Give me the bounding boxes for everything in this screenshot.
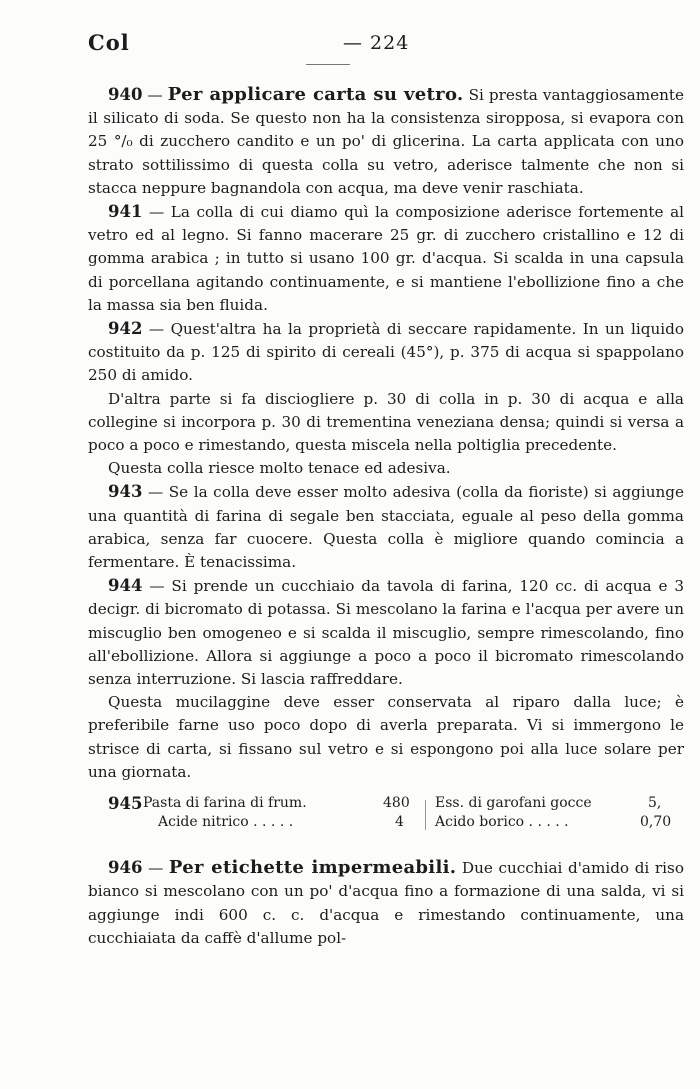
recipe-quantity: 5, <box>648 795 662 812</box>
entry-text: Due cucchiai d'amido di riso bianco si mescolano con un po' d'acqua fino a formazione di una salda, vi si aggiunge indi 600 c. c. d'acqua e rimestando continuamente, una cucchiaiata da caffè d'allume pol- <box>88 859 684 947</box>
entry-number: 941 <box>108 202 143 222</box>
entry-number: 944 <box>108 576 143 596</box>
entry-940: 940 — Per applicare carta su vetro. Si presta vantaggiosamente il silicato di soda. Se questo non ha la consistenza siropposa, si evapora con 25 °/₀ di zucchero candito e un po' di glicerina. La carta applicata con uno strato sottilissimo di questa colla su vetro, aderisce talmente che non si stacca neppure bagnandola con acqua, ma deve venir raschiata. <box>88 84 684 197</box>
entry-number: 942 <box>108 319 143 339</box>
entry-number: 943 <box>108 482 143 502</box>
recipe-quantity: 0,70 <box>640 814 672 831</box>
entry-number: 946 <box>108 858 143 878</box>
entry-946: 946 — Per etichette impermeabili. Due cucchiai d'amido di riso bianco si mescolano con un po' d'acqua fino a formazione di una salda, vi si aggiunge indi 600 c. c. d'acqua e rimestando continuamente, una cucchiaiata da caffè d'allume pol- <box>88 857 684 947</box>
entry-number: 940 <box>108 85 143 104</box>
entry-942-paragraph: Questa colla riesce molto tenace ed adesiva. <box>108 459 451 478</box>
entry-number: 945 <box>108 794 143 814</box>
recipe-ingredient: Pasta di farina di frum. <box>143 795 307 812</box>
recipe-quantity: 4 <box>395 814 404 831</box>
entry-title: Per etichette impermeabili. <box>168 857 457 879</box>
page-number: — 224 <box>343 32 410 54</box>
header-rule <box>306 64 350 65</box>
entry-title: Per applicare carta su vetro. <box>167 84 464 105</box>
section-heading: Col <box>88 30 130 55</box>
running-header <box>88 30 684 60</box>
entry-text: Se la colla deve esser molto adesiva (colla da fioriste) si aggiunge una quantità di farina di segale ben stacciata, eguale al peso della gomma arabica, senza far cuocere. Questa colla è migliore quando comincia a fermentare. È tenacissima. <box>88 483 685 572</box>
recipe-945 <box>88 794 684 842</box>
entry-942: 942 — Quest'altra ha la proprietà di seccare rapidamente. In un liquido costituito da p. 125 di spirito di cereali (45°), p. 375 di acqua si spappolano 250 di amido. <box>88 319 684 385</box>
recipe-ingredient: Ess. di garofani gocce <box>435 795 592 812</box>
entry-text: Si presta vantaggiosamente il silicato di soda. Se questo non ha la consistenza siropposa, si evapora con 25 °/₀ di zucchero candito e un po' di glicerina. La carta applicata con uno strato sottilissimo di questa colla su vetro, aderisce talmente che non si stacca neppure bagnandola con acqua, ma deve venir raschiata. <box>88 86 684 197</box>
entry-text: Si prende un cucchiaio da tavola di farina, 120 cc. di acqua e 3 decigr. di bicromato di potassa. Si mescolano la farina e l'acqua per avere un miscuglio ben omogeneo e si scalda il miscuglio, sempre rimescolando, fino all'ebollizione. Allora si aggiunge a poco a poco il bicromato rimescolando senza interruzione. Si lascia raffreddare. <box>88 577 685 689</box>
entry-941: 941 — La colla di cui diamo quì la composizione aderisce fortemente al vetro ed al legno. Si fanno macerare 25 gr. di zucchero cristallino e 12 di gomma arabica ; in tutto si usano 100 gr. d'acqua. Si scalda in una capsula di porcellana agitando continuamente, e si mantiene l'ebollizione fino a che la massa sia ben fluida. <box>88 202 685 314</box>
entry-944-paragraph: Questa mucilaggine deve esser conservata al riparo dalla luce; è preferibile farne uso poco dopo di averla preparata. Vi si immergono le strisce di carta, si fissano sul vetro e si espongono poi alla luce solare per una giornata. <box>88 693 684 781</box>
page-body <box>88 83 684 950</box>
entry-943: 943 — Se la colla deve esser molto adesiva (colla da fioriste) si aggiunge una quantità di farina di segale ben stacciata, eguale al peso della gomma arabica, senza far cuocere. Questa colla è migliore quando comincia a fermentare. È tenacissima. <box>88 482 685 572</box>
column-separator <box>425 800 426 830</box>
recipe-ingredient: Acide nitrico . . . . . <box>158 814 294 831</box>
recipe-ingredient: Acido borico . . . . . <box>435 814 569 831</box>
entry-944: 944 — Si prende un cucchiaio da tavola di farina, 120 cc. di acqua e 3 decigr. di bicromato di potassa. Si mescolano la farina e l'acqua per avere un miscuglio ben omogeneo e si scalda il miscuglio, sempre rimescolando, fino all'ebollizione. Allora si aggiunge a poco a poco il bicromato rimescolando senza interruzione. Si lascia raffreddare. <box>88 576 685 689</box>
entry-942-paragraph: D'altra parte si fa disciogliere p. 30 di colla in p. 30 di acqua e alla collegine si incorpora p. 30 di trementina veneziana densa; quindi si versa a poco a poco e rimestando, questa miscela nella poltiglia precedente. <box>88 389 684 455</box>
entry-text: Quest'altra ha la proprietà di seccare rapidamente. In un liquido costituito da p. 125 di spirito di cereali (45°), p. 375 di acqua si spappolano 250 di amido. <box>88 320 684 385</box>
recipe-quantity: 480 <box>383 795 410 812</box>
entry-text: La colla di cui diamo quì la composizione aderisce fortemente al vetro ed al legno. Si fanno macerare 25 gr. di zucchero cristallino e 12 di gomma arabica ; in tutto si usano 100 gr. d'acqua. Si scalda in una capsula di porcellana agitando continuamente, e si mantiene l'ebollizione fino a che la massa sia ben fluida. <box>88 203 685 314</box>
